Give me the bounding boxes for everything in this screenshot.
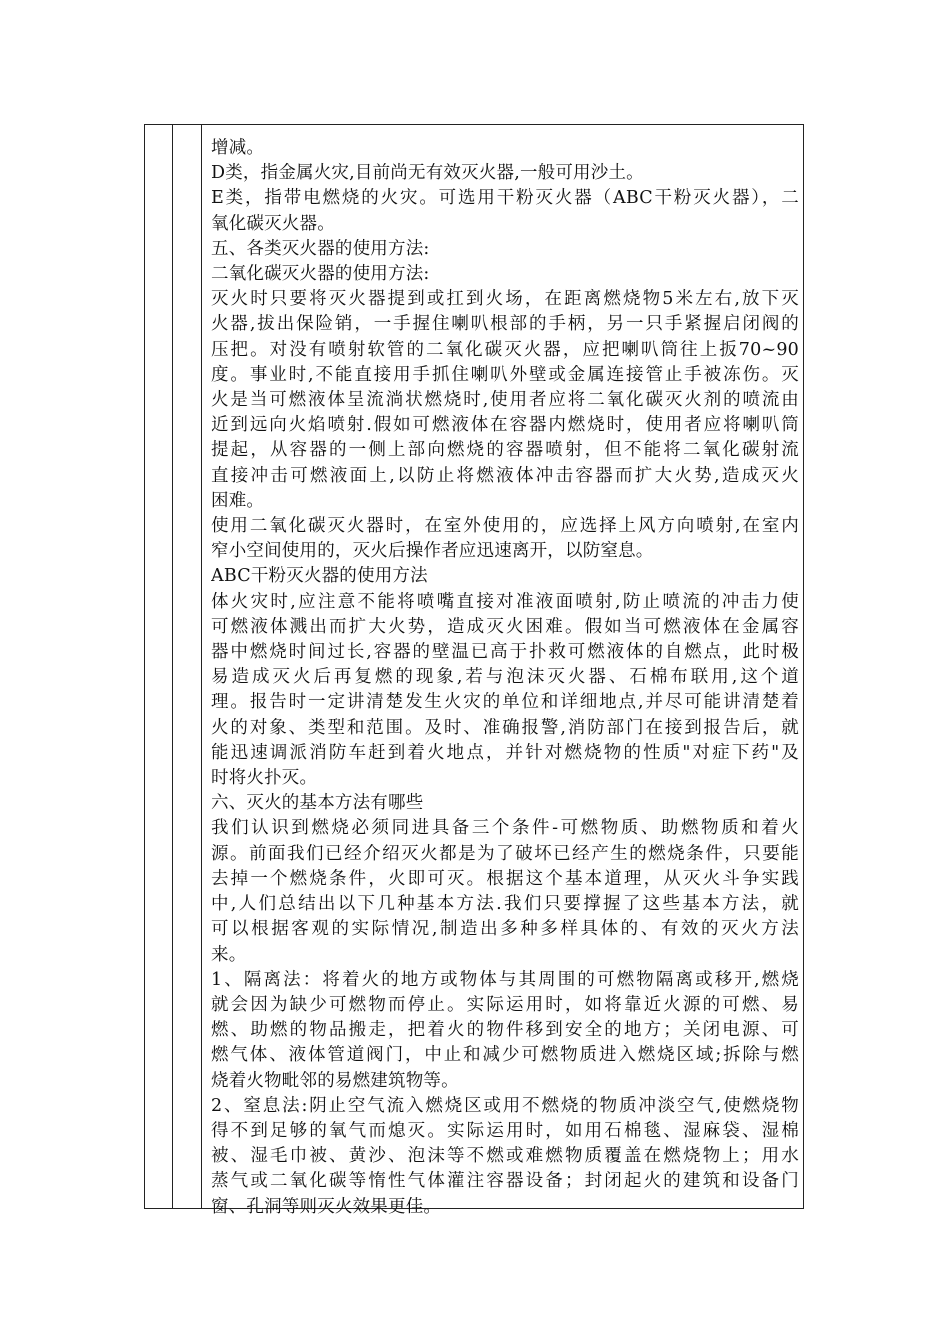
text-line: 六、灭火的基本方法有哪些 <box>211 793 424 814</box>
text-line: 二氧化碳灭火器的使用方法: <box>211 264 430 285</box>
text-line: 体火灾时,应注意不能将喷嘴直接对准液面喷射,防止喷流的冲击力使 <box>211 591 799 612</box>
text-line: 器中燃烧时间过长,容器的壁温已高于扑救可燃液体的自燃点，此时极 <box>211 642 799 663</box>
document-table <box>144 124 804 1217</box>
text-line: 燃、助燃的物品搬走，把着火的物件移到安全的地方；关闭电源、可 <box>211 1020 799 1041</box>
column-divider-right <box>201 125 202 1208</box>
text-line: 困难。 <box>211 490 265 511</box>
text-line: 五、各类灭火器的使用方法: <box>211 238 430 259</box>
text-line: 可燃液体溅出而扩大火势，造成灭火困难。假如当可燃液体在金属容 <box>211 616 799 637</box>
text-line: 增减。 <box>211 138 265 158</box>
text-line: 度。事业时,不能直接用手抓住喇叭外壁或金属连接管止手被冻伤。灭 <box>211 364 799 385</box>
text-line: D类，指金属火灾,目前尚无有效灭火器,一般可用沙土。 <box>211 163 644 184</box>
text-line: 使用二氧化碳灭火器时，在室外使用的，应选择上风方向喷射,在室内 <box>211 516 799 537</box>
text-line: E类，指带电燃烧的火灾。可选用干粉灭火器（ABC干粉灭火器），二 <box>211 188 799 209</box>
text-line: 就会因为缺少可燃物而停止。实际运用时，如将靠近火源的可燃、易 <box>211 994 799 1015</box>
text-line: 压把。对没有喷射软管的二氧化碳灭火器，应把喇叭筒往上扳70~90 <box>211 339 799 360</box>
text-line: 1、隔离法：将着火的地方或物体与其周围的可燃物隔离或移开,燃烧 <box>211 969 799 990</box>
text-line: 窗、孔洞等则灭火效果更佳。 <box>211 1196 442 1217</box>
text-line: 灭火时只要将灭火器提到或扛到火场，在距离燃烧物5米左右,放下灭 <box>211 289 799 310</box>
text-line: 直接冲击可燃液面上,以防止将燃液体冲击容器而扩大火势,造成灭火 <box>211 465 799 486</box>
text-line: ABC干粉灭火器的使用方法 <box>211 566 428 587</box>
text-line: 中,人们总结出以下几种基本方法.我们只要撑握了这些基本方法，就 <box>211 894 799 915</box>
text-line: 去掉一个燃烧条件，火即可灭。根据这个基本道理，从灭火斗争实践 <box>211 868 799 889</box>
text-line: 火器,拔出保险销，一手握住喇叭根部的手柄，另一只手紧握启闭阀的 <box>211 314 799 335</box>
text-line: 氧化碳灭火器。 <box>211 213 335 234</box>
text-line: 可以根据客观的实际情况,制造出多种多样具体的、有效的灭火方法 <box>211 919 799 940</box>
text-line: 提起，从容器的一侧上部向燃烧的容器喷射，但不能将二氧化碳射流 <box>211 440 799 461</box>
text-line: 窄小空间使用的，灭火后操作者应迅速离开，以防窒息。 <box>211 541 654 562</box>
text-line: 被、湿毛巾被、黄沙、泡沫等不燃或难燃物质覆盖在燃烧物上；用水 <box>211 1146 799 1167</box>
text-line: 来。 <box>211 944 247 965</box>
text-line: 理。报告时一定讲清楚发生火灾的单位和详细地点,并尽可能讲清楚着 <box>211 692 799 713</box>
text-line: 火是当可燃液体呈流淌状燃烧时,使用者应将二氧化碳灭火剂的喷流由 <box>211 390 799 411</box>
text-line: 烧着火物毗邻的易燃建筑物等。 <box>211 1070 459 1091</box>
text-line: 得不到足够的氧气而熄灭。实际运用时，如用石棉毯、湿麻袋、湿棉 <box>211 1120 799 1141</box>
text-line: 燃气体、液体管道阀门，中止和减少可燃物质进入燃烧区域;拆除与燃 <box>211 1045 799 1066</box>
text-line: 蒸气或二氧化碳等惰性气体灌注容器设备；封闭起火的建筑和设备门 <box>211 1171 799 1192</box>
text-line: 2、窒息法:阴止空气流入燃烧区或用不燃烧的物质冲淡空气,使燃烧物 <box>211 1095 799 1116</box>
text-line: 源。前面我们已经介绍灭火都是为了破坏已经产生的燃烧条件，只要能 <box>211 843 799 864</box>
document-body <box>211 136 799 1220</box>
column-divider-left <box>172 125 173 1208</box>
text-line: 火的对象、类型和范围。及时、准确报警,消防部门在接到报告后，就 <box>211 717 799 738</box>
text-line: 易造成灭火后再复燃的现象,若与泡沫灭火器、石棉布联用,这个道 <box>211 667 799 688</box>
text-line: 时将火扑灭。 <box>211 768 318 789</box>
text-line: 能迅速调派消防车赶到着火地点，并针对燃烧物的性质"对症下药"及 <box>211 742 799 763</box>
text-line: 近到远向火焰喷射.假如可燃液体在容器内燃烧时，使用者应将喇叭筒 <box>211 415 799 436</box>
text-line: 我们认识到燃烧必须同进具备三个条件-可燃物质、助燃物质和着火 <box>211 818 799 839</box>
